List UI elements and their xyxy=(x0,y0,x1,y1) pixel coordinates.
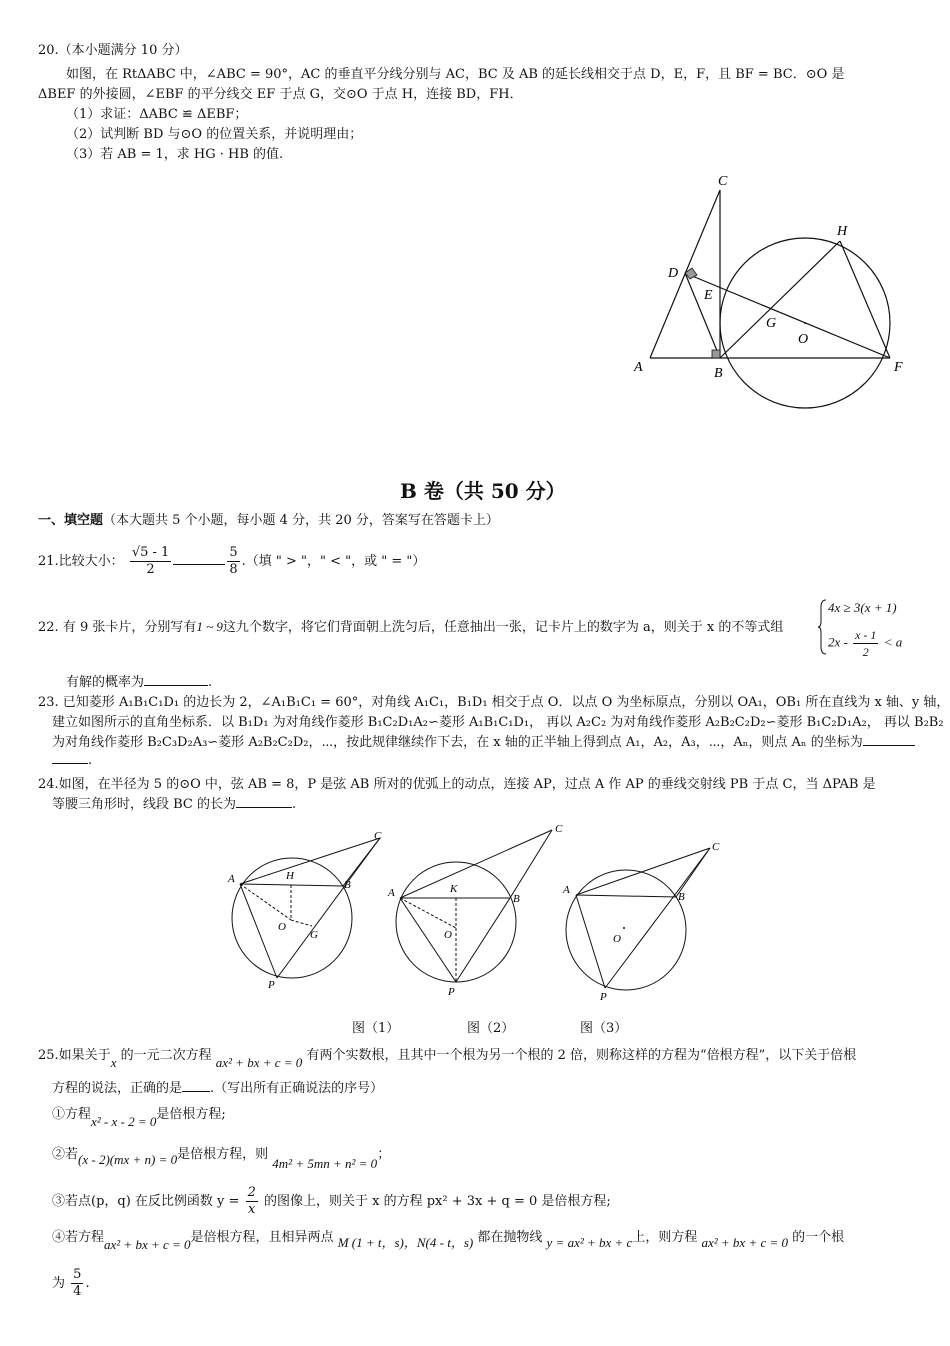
figure-1 xyxy=(227,830,382,991)
svg-text:C: C xyxy=(374,830,382,842)
q25-statement-3: ③若点(p，q) 在反比例函数 y = $\frac{2}{x}$ 的图像上，则关于 x 的方程 px² + 3x + q = 0 是倍根方程; xyxy=(52,1185,611,1217)
q25-statement-2: ②若(x - 2)(mx + n) = 0是倍根方程，则 4m² + 5mn + n² = 0； xyxy=(52,1147,391,1171)
svg-text:C: C xyxy=(555,823,563,835)
label-g: G xyxy=(766,316,777,331)
label-c: C xyxy=(718,174,728,189)
svg-text:H: H xyxy=(286,870,294,882)
svg-text:C: C xyxy=(712,841,720,853)
q23-line3: 为对角线作菱形 B₂C₃D₂A₃∽菱形 A₂B₂C₂D₂，⋯，按此规律继续作下去，在 x 轴的正半轴上得到点 A₁，A₂，A₃，⋯，Aₙ，则点 Aₙ 的坐标为 xyxy=(52,734,915,752)
figure-2 xyxy=(387,823,563,998)
svg-text:B: B xyxy=(513,893,520,905)
q20-stem-line2: ΔBEF 的外接圆，∠EBF 的平分线交 EF 于点 G，交⊙O 于点 H，连接 BD，FH． xyxy=(38,87,523,102)
label-b: B xyxy=(714,366,723,381)
svg-text:O: O xyxy=(444,929,452,941)
q25-statement-1: ①方程x² - x - 2 = 0是倍根方程; xyxy=(52,1107,226,1129)
svg-text:P: P xyxy=(448,986,455,998)
q24-line1: 24.如图，在半径为 5 的⊙O 中，弦 AB = 8，P 是弦 AB 所对的优弧上的动点，连接 AP，过点 A 作 AP 的垂线交射线 PB 于点 C，当 ΔPAB 是 xyxy=(38,777,876,792)
q20-stem-line1: 如图，在 RtΔABC 中，∠ABC = 90°，AC 的垂直平分线分别与 AC，BC 及 AB 的延长线相交于点 D，E，F，且 BF = BC．⊙O 是 xyxy=(66,67,845,82)
q20-geometry-figure xyxy=(620,165,920,425)
q22-text: 22. 有 9 张卡片，分别写有1 ~ 9这九个数字，将它们背面朝上洗匀后，任意抽出一张，记卡片上的数字为 a，则关于 x 的不等式组 xyxy=(38,619,784,635)
part-b-heading: B 卷（共 50 分） xyxy=(400,479,566,503)
section-heading: 一、填空题（本大题共 5 个小题，每小题 4 分，共 20 分，答案写在答题卡上） xyxy=(38,513,499,528)
figure-3 xyxy=(562,841,720,1003)
q25-line1: 25.如果关于x 的一元二次方程 ax² + bx + c = 0 有两个实数根，且其中一个根为另一个根的 2 倍，则称这样的方程为“倍根方程”，以下关于倍根 xyxy=(38,1048,857,1070)
q21: 21.比较大小： $\frac{√5 - 1}{2}$ $\frac{5}{8}$ .（填 " > "，" < "，或 " = "） xyxy=(38,545,426,577)
q24-line2: 等腰三角形时，线段 BC 的长为 . xyxy=(52,797,297,812)
svg-text:G: G xyxy=(310,929,318,941)
q23-line2: 建立如图所示的直角坐标系．以 B₁D₁ 为对角线作菱形 B₁C₂D₁A₂∽菱形 A₁B₁C₁D₁， 再以 A₂C₂ 为对角线作菱形 A₂B₂C₂D₂∽菱形 B₁C₂D₁A₂， 再以 B₂B₂ xyxy=(52,715,944,730)
q20-part1: （1）求证：ΔABC ≌ ΔEBF； xyxy=(66,107,248,122)
label-d: D xyxy=(668,266,679,281)
svg-text:A: A xyxy=(228,873,235,885)
q25-line2: 方程的说法，正确的是 .（写出所有正确说法的序号） xyxy=(52,1081,384,1096)
svg-text:B: B xyxy=(344,879,351,891)
label-o: O xyxy=(798,332,809,347)
label-a: A xyxy=(634,360,643,375)
q20-title: 20.（本小题满分 10 分） xyxy=(38,43,188,58)
svg-text:A: A xyxy=(563,884,570,896)
svg-text:P: P xyxy=(600,991,607,1003)
label-e: E xyxy=(704,288,713,303)
svg-text:B: B xyxy=(678,891,685,903)
q23-line1: 23. 已知菱形 A₁B₁C₁D₁ 的边长为 2，∠A₁B₁C₁ = 60°，对角线 A₁C₁，B₁D₁ 相交于点 O．以点 O 为坐标原点，分别以 OA₁，OB₁ 所在直线为 x 轴、y 轴， xyxy=(38,695,950,710)
q20-part3: （3）若 AB = 1，求 HG · HB 的值. xyxy=(66,147,284,162)
svg-text:A: A xyxy=(388,887,395,899)
caption-fig3: 图（3） xyxy=(580,1021,628,1036)
q24-figures xyxy=(220,820,740,1010)
q25-statement-4-end: 为 $\frac{5}{4}$ . xyxy=(52,1267,90,1299)
svg-text:O: O xyxy=(613,933,621,945)
label-f: F xyxy=(894,360,903,375)
q22-line2: 有解的概率为 . xyxy=(66,675,213,690)
label-h: H xyxy=(837,224,848,239)
q22-inequality-system: 4x ≥ 3(x + 1) 2x - $\frac{x - 1}{2}$ < a xyxy=(818,597,928,657)
caption-fig1: 图（1） xyxy=(352,1021,400,1036)
q20-part2: （2）试判断 BD 与⊙O 的位置关系，并说明理由； xyxy=(66,127,363,142)
svg-text:O: O xyxy=(278,921,286,933)
caption-fig2: 图（2） xyxy=(467,1021,515,1036)
q23-line4: . xyxy=(52,752,92,770)
q25-statement-4: ④若方程ax² + bx + c = 0是倍根方程，且相异两点 M (1 + t，s)，N(4 - t，s) 都在抛物线 y = ax² + bx + c上，则方程 ax² + bx + c = 0 的一个根 xyxy=(52,1230,845,1252)
svg-text:P: P xyxy=(268,979,275,991)
svg-text:K: K xyxy=(450,883,458,895)
